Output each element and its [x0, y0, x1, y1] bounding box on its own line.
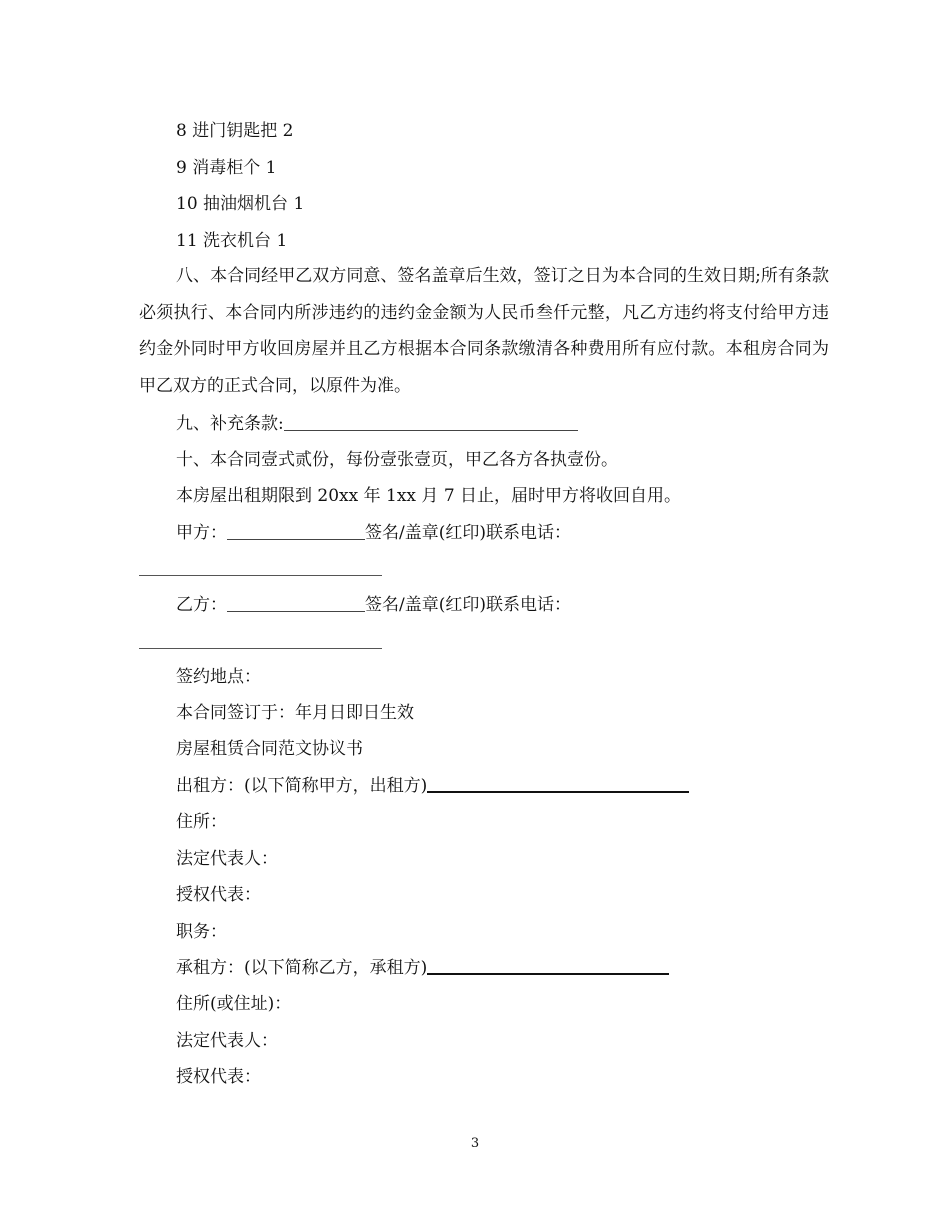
lessee-field: 法定代表人：: [176, 1031, 278, 1051]
party-b-phone-blank[interactable]: [139, 648, 382, 649]
sign-place-line: 签约地点：: [176, 667, 261, 687]
item-line: 10 抽油烟机台 1: [176, 194, 305, 214]
party-a-line: [176, 521, 830, 545]
lessor-field: 住所：: [176, 812, 227, 832]
lessor-field: 职务：: [176, 922, 227, 942]
clause-9-label: 九、补充条款:: [176, 414, 284, 434]
lessor-line: [176, 774, 830, 798]
lessor-name-blank[interactable]: [427, 774, 689, 793]
party-a-name-blank[interactable]: [227, 522, 365, 540]
lease-period-line: 本房屋出租期限到 20xx 年 1xx 月 7 日止，届时甲方将收回自用。: [176, 486, 682, 506]
document-title: 房屋租赁合同范文协议书: [176, 739, 363, 759]
party-a-label: 甲方：: [176, 523, 227, 543]
lessee-field: 授权代表：: [176, 1067, 261, 1087]
clause-8-paragraph: 八、本合同经甲乙双方同意、签名盖章后生效，签订之日为本合同的生效日期;所有条款必须执行、本合同内所涉违约的违约金金额为人民币叁仟元整，凡乙方违约将支付给甲方违约金外同时甲方收回房屋并且乙方根据本合同条款缴清各种费用所有应付款。本租房合同为甲乙双方的正式合同，以原件为准。: [139, 266, 829, 396]
party-b-label: 乙方：: [176, 595, 227, 615]
item-line: 9 消毒柜个 1: [176, 158, 277, 178]
lessee-name-blank[interactable]: [427, 956, 669, 975]
signed-on-line: 本合同签订于：年月日即日生效: [176, 703, 414, 723]
lessor-field: 法定代表人：: [176, 849, 278, 869]
party-b-line: [176, 593, 830, 617]
supplementary-terms-blank[interactable]: [284, 413, 578, 431]
item-line: 11 洗衣机台 1: [176, 231, 288, 251]
page-number: 3: [470, 1136, 480, 1151]
lessee-field: 住所(或住址)：: [176, 994, 292, 1014]
clause-10-line: 十、本合同壹式贰份，每份壹张壹页，甲乙各方各执壹份。: [176, 450, 618, 470]
clause-9-line: [176, 412, 830, 436]
party-a-phone-blank[interactable]: [139, 575, 382, 576]
party-b-name-blank[interactable]: [227, 594, 365, 612]
lessor-label: 出租方：(以下简称甲方，出租方): [176, 776, 428, 796]
party-b-sign-label: 签名/盖章(红印)联系电话：: [365, 595, 571, 615]
lessee-label: 承租方：(以下简称乙方，承租方): [176, 958, 428, 978]
item-line: 8 进门钥匙把 2: [176, 121, 294, 141]
lessor-field: 授权代表：: [176, 885, 261, 905]
lessee-line: [176, 956, 830, 980]
party-a-sign-label: 签名/盖章(红印)联系电话：: [365, 523, 571, 543]
